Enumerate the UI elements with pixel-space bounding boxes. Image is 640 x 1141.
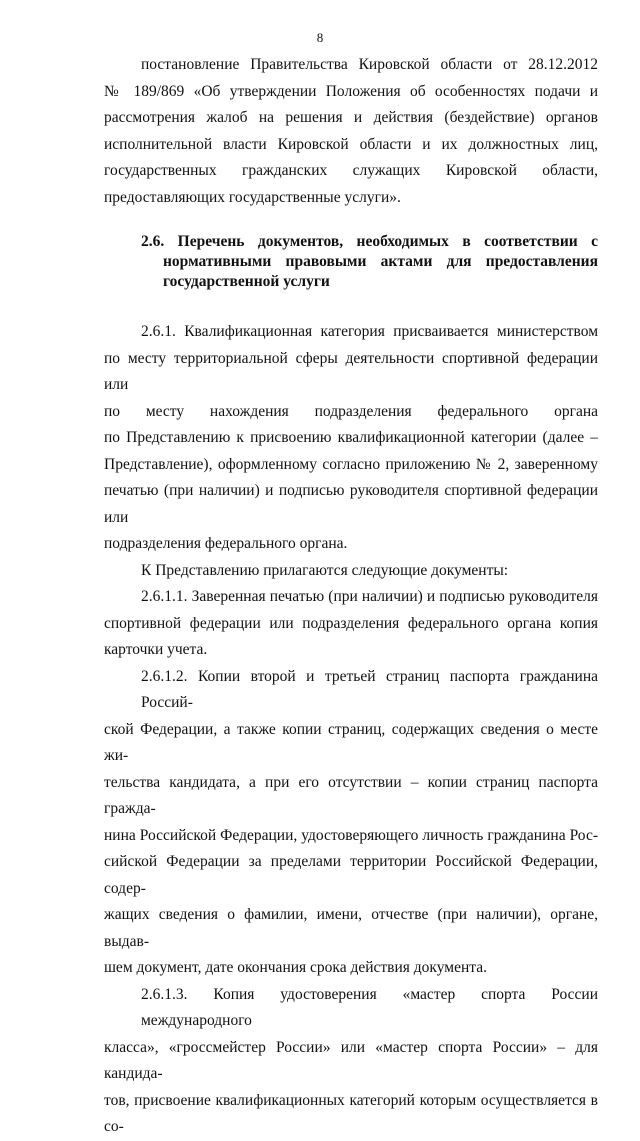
text-line: 2.6.1.2. Копии второй и третьей страниц паспорта гражданина Россий- <box>141 667 598 711</box>
text-line: шем документ, дате окончания срока действия документа. <box>104 959 487 976</box>
text-line: печатью (при наличии) и подписью руководителя спортивной федерации или <box>104 482 598 526</box>
paragraph-2-6-1-2 <box>104 664 598 982</box>
text-line: жащих сведения о фамилии, имени, отчестве (при наличии), органе, выдав- <box>104 906 598 950</box>
text-line: тельства кандидата, а при его отсутствии – копии страниц паспорта гражда- <box>104 773 598 817</box>
text-line: сийской Федерации за пределами территории Российской Федерации, содер- <box>104 853 598 897</box>
text-line: 2.6.1.3. Копия удостоверения «мастер спорта России международного <box>141 985 598 1029</box>
text-line: № 189/869 «Об утверждении Положения об особенностях подачи и <box>104 82 598 100</box>
text-line: спортивной федерации или подразделения федерального органа копия <box>104 614 598 632</box>
text-line: рассмотрения жалоб на решения и действия (бездействие) органов <box>104 109 598 126</box>
paragraph-2-6-1-1 <box>104 584 598 664</box>
document-body <box>104 52 598 1141</box>
text-line: постановление Правительства Кировской области от 28.12.2012 <box>141 56 598 73</box>
text-line: тов, присвоение квалификационных категорий которым осуществляется в со- <box>104 1091 598 1135</box>
text-line: Представление), оформленному согласно приложению № 2, заверенному <box>104 455 598 473</box>
text-line: предоставляющих государственные услуги». <box>104 188 401 206</box>
text-line: подразделения федерального органа. <box>104 535 348 552</box>
text-line: исполнительной власти Кировской области и их должностных лиц, <box>104 135 598 153</box>
heading-line: нормативными правовыми актами для предоставления <box>163 253 598 270</box>
text-line: К Представлению прилагаются следующие документы: <box>141 561 509 579</box>
text-line: ской Федерации, а также копии страниц, содержащих сведения о месте жи- <box>104 720 598 764</box>
section-heading <box>104 232 598 292</box>
text-line: 2.6.1. Квалификационная категория присваивается министерством <box>141 323 598 340</box>
heading-line: 2.6. Перечень документов, необходимых в соответствии с <box>141 233 598 250</box>
text-line: нина Российской Федерации, удостоверяющего личность гражданина Рос- <box>104 826 598 844</box>
paragraph-attachments-intro <box>104 558 598 585</box>
text-line: карточки учета. <box>104 641 208 658</box>
text-line: по месту нахождения подразделения федерального органа <box>104 402 598 420</box>
paragraph-2-6-1 <box>104 319 598 558</box>
paragraph-2-6-1-3 <box>104 982 598 1141</box>
text-line: по Представлению к присвоению квалификационной категории (далее – <box>104 429 598 446</box>
text-line: класса», «гроссмейстер России» или «мастер спорта России» – для кандида- <box>104 1038 598 1082</box>
text-line: государственных гражданских служащих Кировской области, <box>104 162 598 179</box>
paragraph-regulation-reference <box>104 52 598 211</box>
page-number: 8 <box>316 30 324 45</box>
text-line: 2.6.1.1. Заверенная печатью (при наличии) и подписью руководителя <box>141 588 598 605</box>
heading-line: государственной услуги <box>163 273 330 290</box>
text-line: по месту территориальной сферы деятельности спортивной федерации или <box>104 349 598 393</box>
